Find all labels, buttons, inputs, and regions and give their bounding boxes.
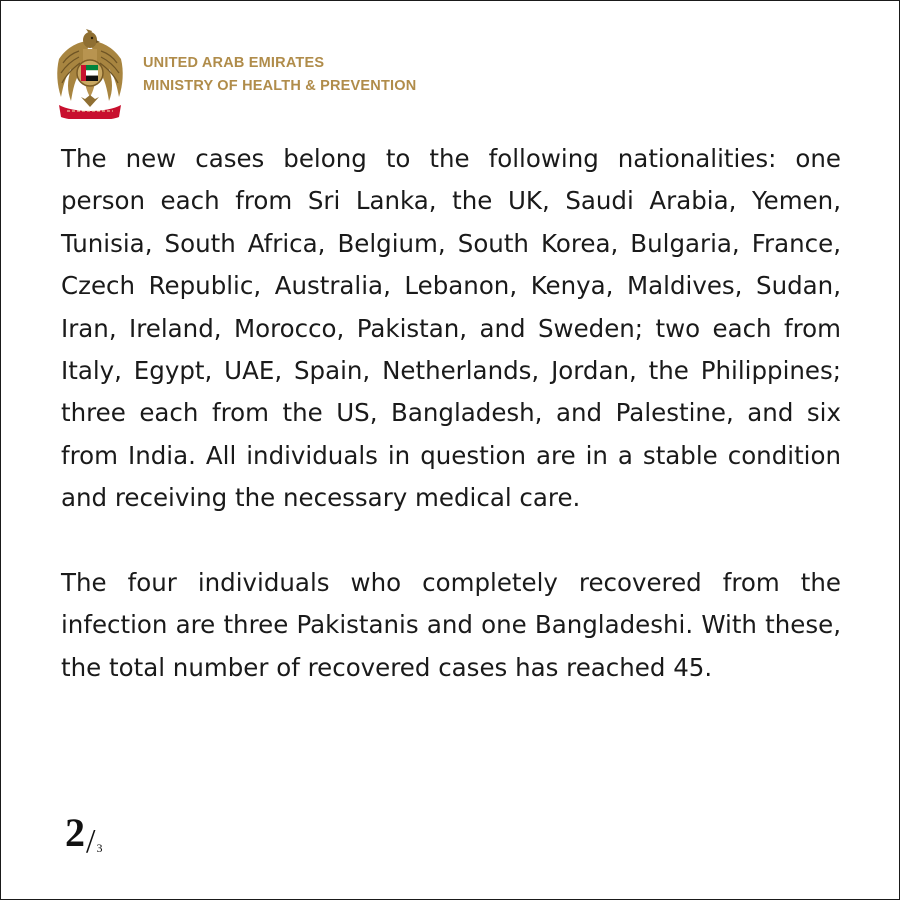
page-indicator bbox=[65, 810, 103, 860]
paragraph-recoveries: The four individuals who completely recovered from the infection are three Pakistanis and one Bangladeshi. With these, the total number of recovered cases has reached 45. bbox=[61, 568, 841, 682]
org-line-ministry: MINISTRY OF HEALTH & PREVENTION bbox=[143, 78, 417, 94]
header bbox=[53, 27, 416, 119]
page-total: 3 bbox=[96, 841, 103, 855]
uae-falcon-emblem-icon bbox=[53, 27, 127, 119]
ministry-name bbox=[143, 52, 416, 98]
page-separator: / bbox=[86, 823, 96, 860]
announcement-body bbox=[61, 138, 841, 689]
paragraph-new-cases: The new cases belong to the following nationalities: one person each from Sri Lanka, the UK, Saudi Arabia, Yemen, Tunisia, South Africa, Belgium, South Korea, Bulgaria, France, Czech Republic, Australia, Lebanon, Kenya, Maldives, Sudan, Iran, Ireland, Morocco, Pakistan, and Sweden; two each from Italy, Egypt, UAE, Spain, Netherlands, Jordan, the Philippines; three each from the US, Bangladesh, and Palestine, and six from India. All individuals in question are in a stable condition and receiving the necessary medical care. bbox=[61, 144, 841, 513]
page-current: 2 bbox=[65, 810, 85, 855]
org-line-country: UNITED ARAB EMIRATES bbox=[143, 55, 325, 71]
